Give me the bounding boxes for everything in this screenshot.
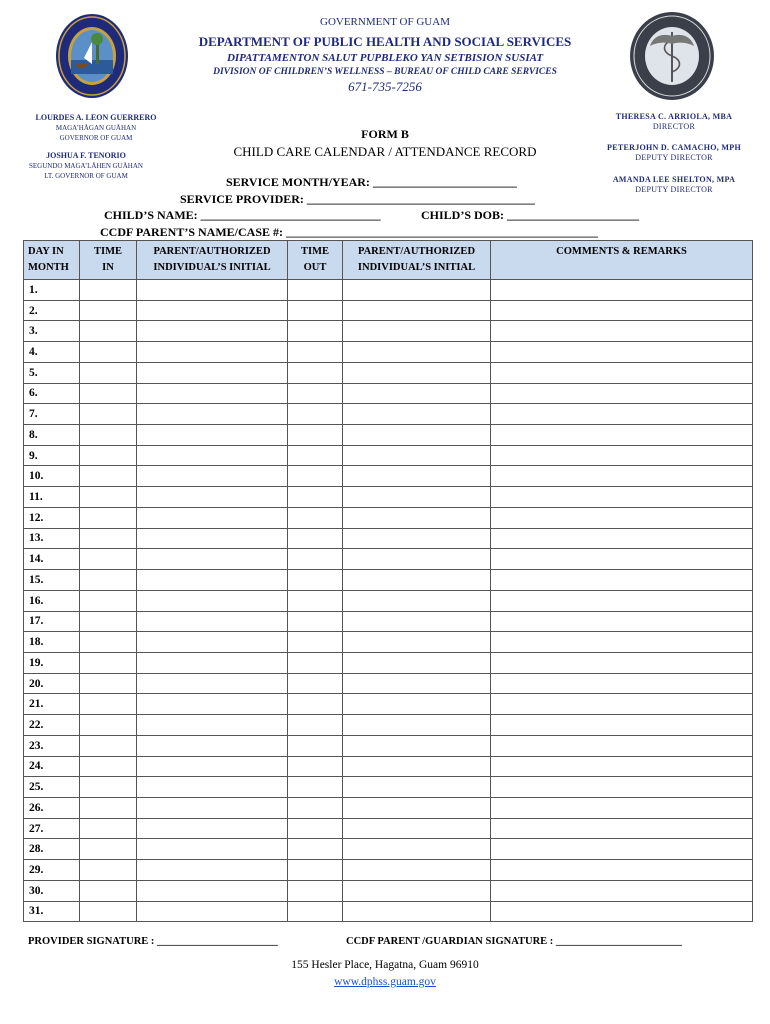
initial-in-cell[interactable]: [137, 321, 288, 342]
time-in-cell[interactable]: [80, 404, 137, 425]
time-in-cell[interactable]: [80, 632, 137, 653]
initial-out-cell[interactable]: [343, 715, 491, 736]
table-row: [24, 797, 753, 818]
initial-in-cell[interactable]: [137, 839, 288, 860]
initial-in-cell[interactable]: [137, 425, 288, 446]
initial-out-cell[interactable]: [343, 694, 491, 715]
table-row: [24, 570, 753, 591]
comments-cell[interactable]: [491, 321, 753, 342]
initial-in-cell[interactable]: [137, 652, 288, 673]
official-title: GOVERNOR OF GUAM: [59, 134, 133, 142]
time-out-cell[interactable]: [288, 466, 343, 487]
initial-out-cell[interactable]: [343, 549, 491, 570]
comments-cell[interactable]: [491, 445, 753, 466]
initial-out-cell[interactable]: [343, 756, 491, 777]
time-in-cell[interactable]: [80, 735, 137, 756]
time-out-cell[interactable]: [288, 735, 343, 756]
day-cell: 24.: [24, 756, 80, 777]
table-row: [24, 777, 753, 798]
day-cell: 20.: [24, 673, 80, 694]
table-row: [24, 611, 753, 632]
table-row: [24, 425, 753, 446]
time-out-cell[interactable]: [288, 611, 343, 632]
comments-cell[interactable]: [491, 487, 753, 508]
time-in-cell[interactable]: [80, 901, 137, 922]
comments-cell[interactable]: [491, 425, 753, 446]
column-header-comments: COMMENTS & REMARKS: [491, 241, 753, 280]
day-cell: 6.: [24, 383, 80, 404]
day-cell: 23.: [24, 735, 80, 756]
website-wrapper: [0, 972, 770, 990]
parent-signature-field[interactable]: CCDF PARENT /GUARDIAN SIGNATURE : ________________________: [346, 936, 682, 947]
time-in-cell[interactable]: [80, 777, 137, 798]
comments-cell[interactable]: [491, 362, 753, 383]
day-cell: 1.: [24, 280, 80, 301]
table-row: [24, 756, 753, 777]
table-row: [24, 342, 753, 363]
initial-out-cell[interactable]: [343, 797, 491, 818]
time-out-cell[interactable]: [288, 528, 343, 549]
initial-in-cell[interactable]: [137, 590, 288, 611]
day-cell: 7.: [24, 404, 80, 425]
day-cell: 30.: [24, 880, 80, 901]
initial-out-cell[interactable]: [343, 342, 491, 363]
table-row: [24, 528, 753, 549]
time-in-cell[interactable]: [80, 715, 137, 736]
initial-in-cell[interactable]: [137, 342, 288, 363]
official-title: LT. GOVERNOR OF GUAM: [44, 172, 128, 180]
time-in-cell[interactable]: [80, 342, 137, 363]
time-out-cell[interactable]: [288, 756, 343, 777]
day-cell: 22.: [24, 715, 80, 736]
initial-in-cell[interactable]: [137, 715, 288, 736]
comments-cell[interactable]: [491, 901, 753, 922]
time-in-cell[interactable]: [80, 818, 137, 839]
table-row: [24, 880, 753, 901]
initial-in-cell[interactable]: [137, 383, 288, 404]
time-in-cell[interactable]: [80, 839, 137, 860]
time-out-cell[interactable]: [288, 383, 343, 404]
comments-cell[interactable]: [491, 818, 753, 839]
initial-out-cell[interactable]: [343, 487, 491, 508]
time-in-cell[interactable]: [80, 652, 137, 673]
service-provider-field[interactable]: SERVICE PROVIDER: ______________________________________: [180, 192, 535, 206]
time-in-cell[interactable]: [80, 321, 137, 342]
table-row: [24, 404, 753, 425]
day-cell: 19.: [24, 652, 80, 673]
day-cell: 3.: [24, 321, 80, 342]
comments-cell[interactable]: [491, 466, 753, 487]
initial-in-cell[interactable]: [137, 880, 288, 901]
time-out-cell[interactable]: [288, 445, 343, 466]
time-in-cell[interactable]: [80, 507, 137, 528]
day-cell: 13.: [24, 528, 80, 549]
comments-cell[interactable]: [491, 839, 753, 860]
time-in-cell[interactable]: [80, 570, 137, 591]
initial-in-cell[interactable]: [137, 507, 288, 528]
time-in-cell[interactable]: [80, 300, 137, 321]
comments-cell[interactable]: [491, 280, 753, 301]
comments-cell[interactable]: [491, 694, 753, 715]
column-header-time-out: TIME OUT: [288, 241, 343, 280]
department-chamorro: DIPATTAMENTON SALUT PUPBLEKO YAN SETBISION SUSIAT: [226, 52, 544, 64]
table-row: [24, 839, 753, 860]
time-in-cell[interactable]: [80, 280, 137, 301]
initial-in-cell[interactable]: [137, 818, 288, 839]
comments-cell[interactable]: [491, 673, 753, 694]
day-cell: 21.: [24, 694, 80, 715]
initial-in-cell[interactable]: [137, 549, 288, 570]
day-cell: 29.: [24, 860, 80, 881]
provider-signature-field[interactable]: PROVIDER SIGNATURE : _______________________: [28, 936, 278, 947]
initial-in-cell[interactable]: [137, 362, 288, 383]
initial-out-cell[interactable]: [343, 632, 491, 653]
initial-out-cell[interactable]: [343, 528, 491, 549]
initial-out-cell[interactable]: [343, 362, 491, 383]
day-cell: 25.: [24, 777, 80, 798]
address: 155 Hesler Place, Hagatna, Guam 96910: [291, 959, 479, 971]
time-out-cell[interactable]: [288, 280, 343, 301]
time-in-cell[interactable]: [80, 528, 137, 549]
table-row: [24, 445, 753, 466]
time-in-cell[interactable]: [80, 487, 137, 508]
official-name: LOURDES A. LEON GUERRERO: [35, 113, 157, 122]
initial-in-cell[interactable]: [137, 487, 288, 508]
time-out-cell[interactable]: [288, 880, 343, 901]
day-cell: 2.: [24, 300, 80, 321]
initial-out-cell[interactable]: [343, 611, 491, 632]
time-in-cell[interactable]: [80, 880, 137, 901]
official-name: PETERJOHN D. CAMACHO, MPH: [607, 143, 741, 152]
day-cell: 14.: [24, 549, 80, 570]
initial-out-cell[interactable]: [343, 839, 491, 860]
comments-cell[interactable]: [491, 715, 753, 736]
phone-number: 671-735-7256: [348, 79, 422, 94]
column-header-time-in: TIME IN: [80, 241, 137, 280]
column-header-initial-in: PARENT/AUTHORIZED INDIVIDUAL’S INITIAL: [137, 241, 288, 280]
time-out-cell[interactable]: [288, 425, 343, 446]
time-out-cell[interactable]: [288, 570, 343, 591]
day-cell: 27.: [24, 818, 80, 839]
official-title: DEPUTY DIRECTOR: [635, 153, 713, 162]
time-out-cell[interactable]: [288, 818, 343, 839]
comments-cell[interactable]: [491, 383, 753, 404]
public-health-seal-caption: [700, 12, 701, 13]
initial-out-cell[interactable]: [343, 818, 491, 839]
time-in-cell[interactable]: [80, 797, 137, 818]
time-in-cell[interactable]: [80, 549, 137, 570]
table-row: [24, 735, 753, 756]
table-row: [24, 280, 753, 301]
column-header-day: DAY IN MONTH: [24, 241, 80, 280]
day-cell: 15.: [24, 570, 80, 591]
comments-cell[interactable]: [491, 549, 753, 570]
initial-in-cell[interactable]: [137, 280, 288, 301]
initial-in-cell[interactable]: [137, 860, 288, 881]
day-cell: 17.: [24, 611, 80, 632]
governor-seal-caption: [40, 12, 41, 13]
initial-out-cell[interactable]: [343, 590, 491, 611]
time-out-cell[interactable]: [288, 673, 343, 694]
comments-cell[interactable]: [491, 611, 753, 632]
time-in-cell[interactable]: [80, 694, 137, 715]
initial-out-cell[interactable]: [343, 404, 491, 425]
day-cell: 28.: [24, 839, 80, 860]
table-row: [24, 300, 753, 321]
table-row: [24, 818, 753, 839]
time-out-cell[interactable]: [288, 590, 343, 611]
table-row: [24, 487, 753, 508]
time-out-cell[interactable]: [288, 901, 343, 922]
child-dob-field[interactable]: CHILD’S DOB: ______________________: [421, 208, 640, 222]
comments-cell[interactable]: [491, 797, 753, 818]
initial-out-cell[interactable]: [343, 383, 491, 404]
comments-cell[interactable]: [491, 590, 753, 611]
initial-in-cell[interactable]: [137, 611, 288, 632]
initial-out-cell[interactable]: [343, 321, 491, 342]
comments-cell[interactable]: [491, 342, 753, 363]
form-title: CHILD CARE CALENDAR / ATTENDANCE RECORD: [233, 144, 537, 159]
initial-in-cell[interactable]: [137, 694, 288, 715]
time-out-cell[interactable]: [288, 487, 343, 508]
day-cell: 8.: [24, 425, 80, 446]
initial-in-cell[interactable]: [137, 528, 288, 549]
comments-cell[interactable]: [491, 756, 753, 777]
time-out-cell[interactable]: [288, 860, 343, 881]
time-out-cell[interactable]: [288, 362, 343, 383]
table-row: [24, 362, 753, 383]
comments-cell[interactable]: [491, 652, 753, 673]
table-row: [24, 383, 753, 404]
initial-in-cell[interactable]: [137, 797, 288, 818]
service-month-field[interactable]: SERVICE MONTH/YEAR: ________________________: [226, 175, 517, 189]
time-out-cell[interactable]: [288, 797, 343, 818]
day-cell: 12.: [24, 507, 80, 528]
time-in-cell[interactable]: [80, 445, 137, 466]
column-header-initial-out: PARENT/AUTHORIZED INDIVIDUAL’S INITIAL: [343, 241, 491, 280]
time-out-cell[interactable]: [288, 549, 343, 570]
seal-ring-text: [700, 12, 701, 13]
time-out-cell[interactable]: [288, 652, 343, 673]
department-title: DEPARTMENT OF PUBLIC HEALTH AND SOCIAL SERVICES: [198, 34, 572, 49]
initial-in-cell[interactable]: [137, 445, 288, 466]
parent-case-field[interactable]: CCDF PARENT’S NAME/CASE #: ____________________________________________________: [100, 225, 598, 239]
table-row: [24, 901, 753, 922]
attendance-table: [23, 240, 753, 922]
time-out-cell[interactable]: [288, 839, 343, 860]
time-out-cell[interactable]: [288, 404, 343, 425]
comments-cell[interactable]: [491, 880, 753, 901]
time-in-cell[interactable]: [80, 611, 137, 632]
time-in-cell[interactable]: [80, 466, 137, 487]
day-cell: 11.: [24, 487, 80, 508]
official-name: AMANDA LEE SHELTON, MPA: [612, 175, 736, 184]
initial-out-cell[interactable]: [343, 880, 491, 901]
form-id: FORM B: [361, 127, 409, 141]
table-row: [24, 694, 753, 715]
table-row: [24, 466, 753, 487]
day-cell: 10.: [24, 466, 80, 487]
initial-in-cell[interactable]: [137, 673, 288, 694]
time-in-cell[interactable]: [80, 756, 137, 777]
initial-in-cell[interactable]: [137, 632, 288, 653]
initial-in-cell[interactable]: [137, 466, 288, 487]
comments-cell[interactable]: [491, 528, 753, 549]
official-title: SEGUNDO MAGA’LÅHEN GUÅHAN: [29, 162, 143, 170]
time-out-cell[interactable]: [288, 507, 343, 528]
initial-out-cell[interactable]: [343, 507, 491, 528]
table-row: [24, 549, 753, 570]
time-out-cell[interactable]: [288, 694, 343, 715]
table-row: [24, 860, 753, 881]
initial-out-cell[interactable]: [343, 777, 491, 798]
initial-in-cell[interactable]: [137, 777, 288, 798]
division-title: DIVISION OF CHILDREN’S WELLNESS – BUREAU OF CHILD CARE SERVICES: [213, 67, 557, 77]
initial-out-cell[interactable]: [343, 280, 491, 301]
initial-out-cell[interactable]: [343, 860, 491, 881]
time-out-cell[interactable]: [288, 300, 343, 321]
initial-out-cell[interactable]: [343, 570, 491, 591]
official-title: DIRECTOR: [652, 122, 696, 131]
attendance-body: [24, 280, 753, 922]
initial-in-cell[interactable]: [137, 300, 288, 321]
seal-ring-text: [40, 12, 41, 13]
time-in-cell[interactable]: [80, 383, 137, 404]
official-title: MAGA’HÅGAN GUÅHAN: [55, 124, 137, 132]
initial-in-cell[interactable]: [137, 756, 288, 777]
comments-cell[interactable]: [491, 507, 753, 528]
official-title: DEPUTY DIRECTOR: [635, 185, 713, 194]
initial-out-cell[interactable]: [343, 425, 491, 446]
day-cell: 31.: [24, 901, 80, 922]
comments-cell[interactable]: [491, 632, 753, 653]
official-deputy-director-2: [604, 175, 744, 194]
table-row: [24, 507, 753, 528]
website-link[interactable]: www.dphss.guam.gov: [334, 976, 436, 988]
comments-cell[interactable]: [491, 570, 753, 591]
comments-cell[interactable]: [491, 735, 753, 756]
initial-out-cell[interactable]: [343, 735, 491, 756]
table-row: [24, 715, 753, 736]
time-out-cell[interactable]: [288, 632, 343, 653]
table-row: [24, 652, 753, 673]
time-out-cell[interactable]: [288, 342, 343, 363]
official-name: THERESA C. ARRIOLA, MBA: [615, 112, 733, 121]
day-cell: 9.: [24, 445, 80, 466]
initial-out-cell[interactable]: [343, 466, 491, 487]
time-in-cell[interactable]: [80, 590, 137, 611]
official-name: JOSHUA F. TENORIO: [46, 151, 126, 160]
comments-cell[interactable]: [491, 404, 753, 425]
day-cell: 16.: [24, 590, 80, 611]
table-row: [24, 632, 753, 653]
table-row: [24, 673, 753, 694]
initial-out-cell[interactable]: [343, 445, 491, 466]
time-in-cell[interactable]: [80, 860, 137, 881]
comments-cell[interactable]: [491, 860, 753, 881]
time-in-cell[interactable]: [80, 673, 137, 694]
government-title: GOVERNMENT OF GUAM: [320, 16, 450, 28]
day-cell: 5.: [24, 362, 80, 383]
table-header-row: [24, 241, 753, 280]
initial-in-cell[interactable]: [137, 901, 288, 922]
initial-in-cell[interactable]: [137, 570, 288, 591]
comments-cell[interactable]: [491, 300, 753, 321]
time-out-cell[interactable]: [288, 715, 343, 736]
initial-in-cell[interactable]: [137, 404, 288, 425]
child-name-field[interactable]: CHILD’S NAME: ______________________________: [104, 208, 381, 222]
initial-out-cell[interactable]: [343, 300, 491, 321]
day-cell: 26.: [24, 797, 80, 818]
initial-out-cell[interactable]: [343, 673, 491, 694]
table-row: [24, 590, 753, 611]
time-in-cell[interactable]: [80, 362, 137, 383]
time-out-cell[interactable]: [288, 777, 343, 798]
comments-cell[interactable]: [491, 777, 753, 798]
day-cell: 18.: [24, 632, 80, 653]
day-cell: 4.: [24, 342, 80, 363]
time-out-cell[interactable]: [288, 321, 343, 342]
time-in-cell[interactable]: [80, 425, 137, 446]
table-row: [24, 321, 753, 342]
initial-out-cell[interactable]: [343, 901, 491, 922]
initial-in-cell[interactable]: [137, 735, 288, 756]
initial-out-cell[interactable]: [343, 652, 491, 673]
